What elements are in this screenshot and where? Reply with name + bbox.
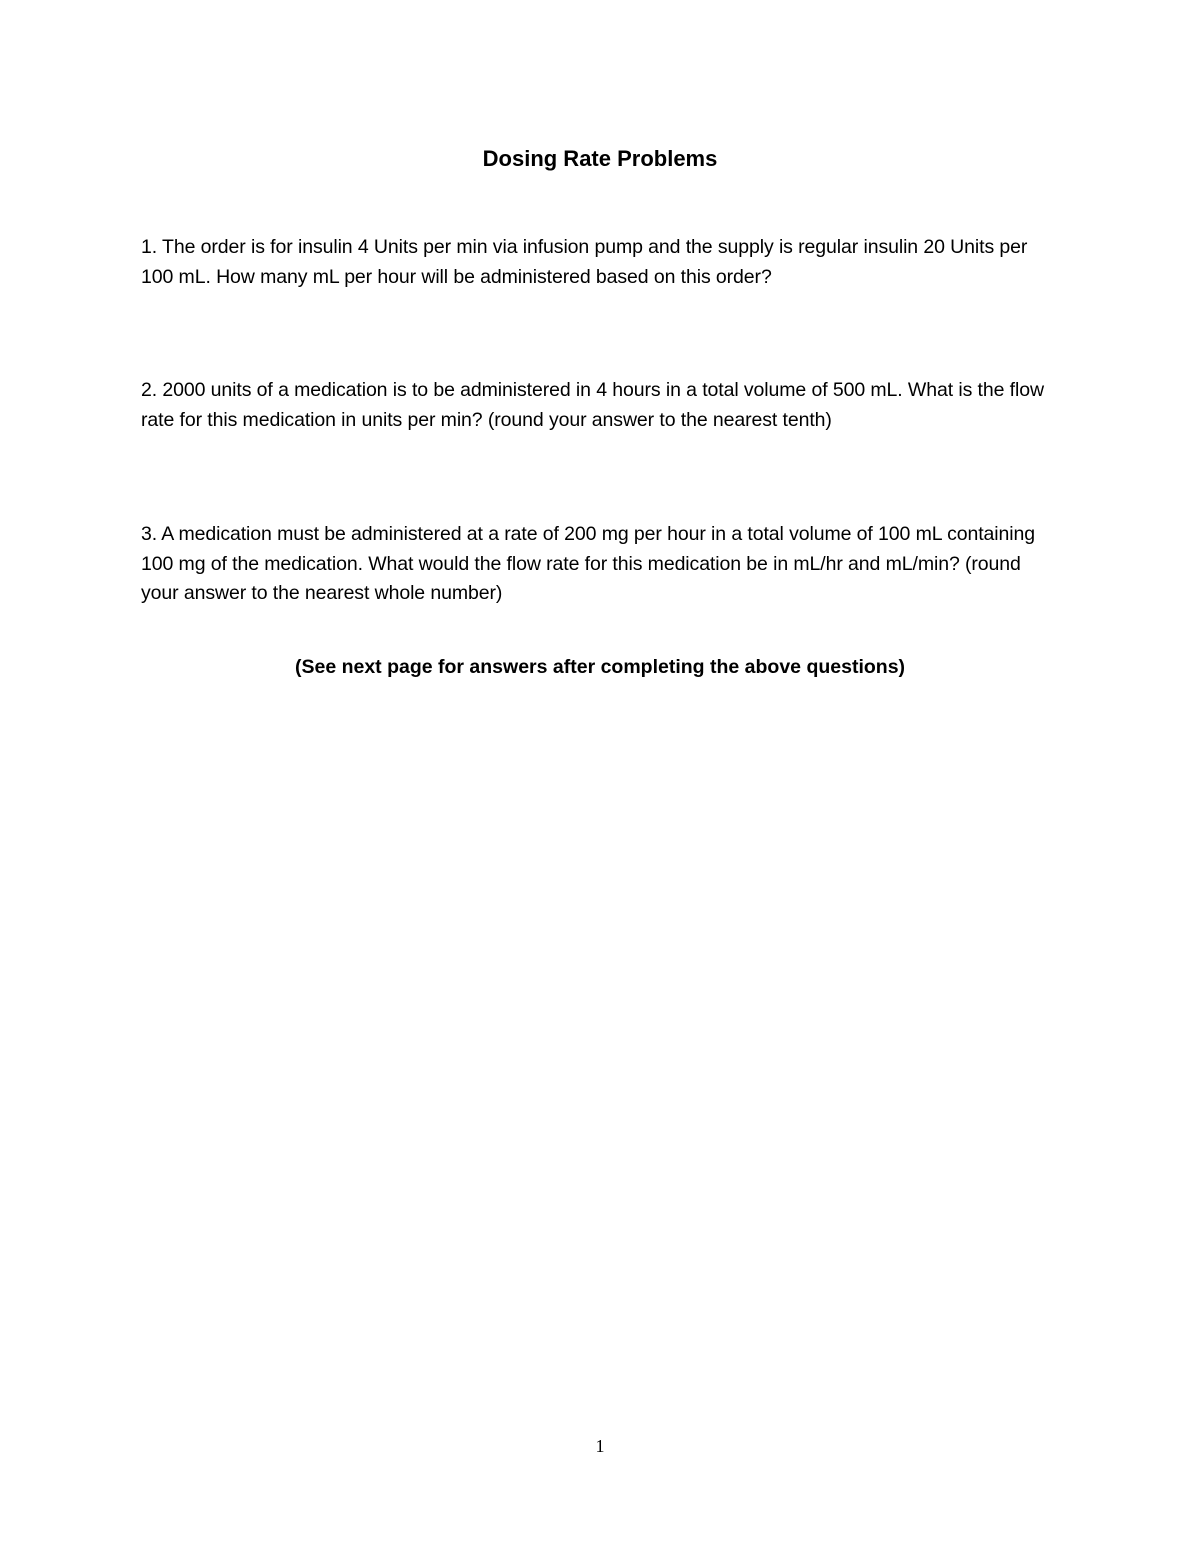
question-1: 1. The order is for insulin 4 Units per min via infusion pump and the supply is regular insulin 20 Units per 100 mL. How many mL per hour will be administered based on this order?: [141, 236, 1028, 288]
document-title: Dosing Rate Problems: [482, 146, 718, 171]
question-3: 3. A medication must be administered at a rate of 200 mg per hour in a total volume of 100 mL containing 100 mg of the medication. What would the flow rate for this medication be in mL/hr and mL/min? (round your answer to the nearest whole number): [141, 523, 1035, 604]
page-number: 1: [595, 1436, 605, 1456]
question-2: 2. 2000 units of a medication is to be administered in 4 hours in a total volume of 500 mL. What is the flow rate for this medication in units per min? (round your answer to the nearest tenth): [141, 379, 1044, 431]
answers-note: (See next page for answers after completing the above questions): [294, 656, 906, 678]
